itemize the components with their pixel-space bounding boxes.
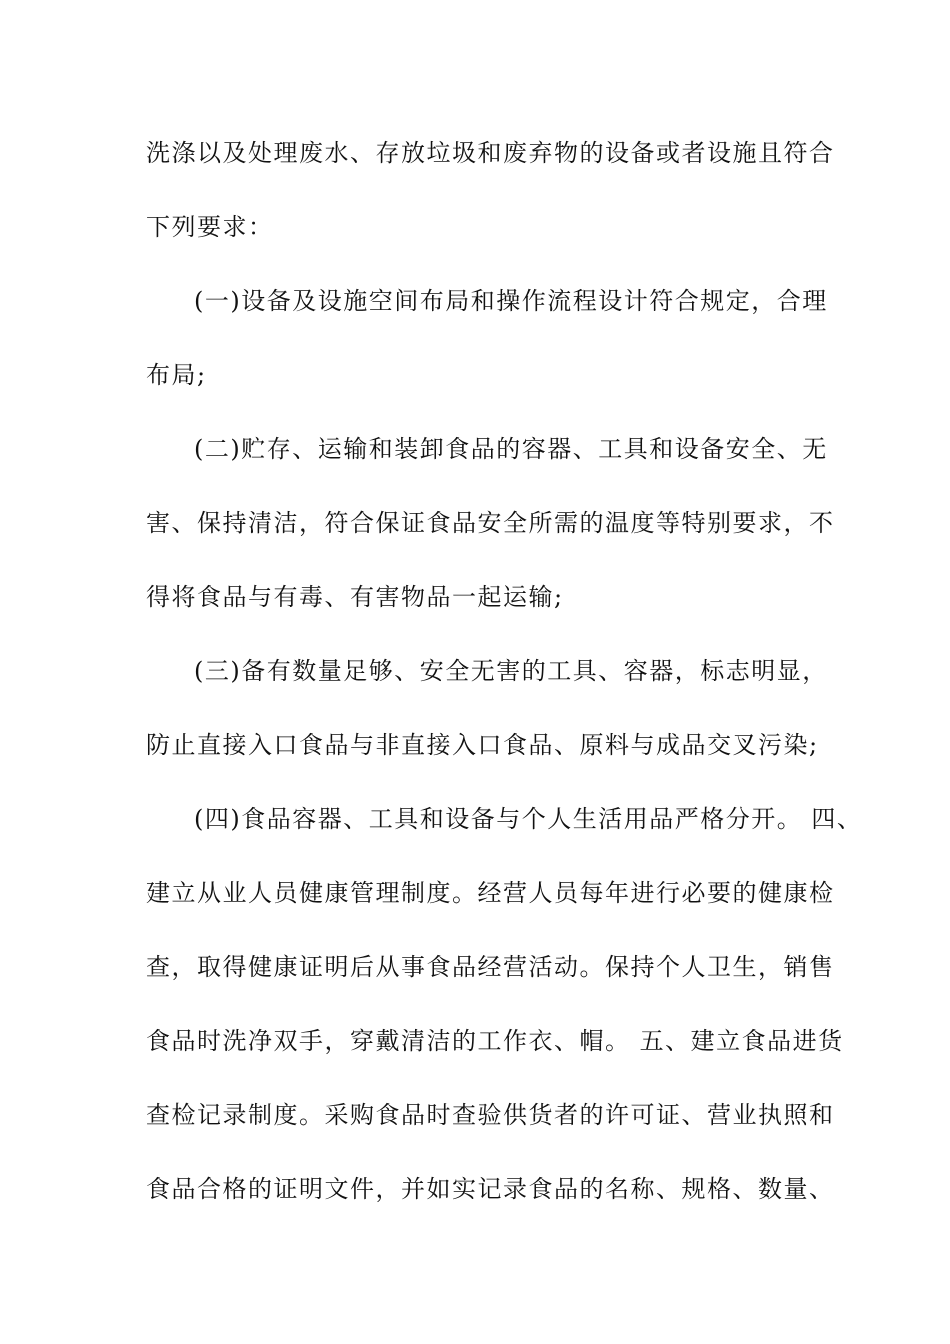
- text-line: 食品时洗净双手，穿戴清洁的工作衣、帽。 五、建立食品进货: [146, 1027, 844, 1055]
- text-line-item-4: (四)食品容器、工具和设备与个人生活用品严格分开。 四、: [194, 805, 863, 833]
- text-line: 洗涤以及处理废水、存放垃圾和废弃物的设备或者设施且符合: [146, 139, 835, 167]
- text-line: 食品合格的证明文件，并如实记录食品的名称、规格、数量、: [146, 1175, 835, 1203]
- text-line: 害、保持清洁，符合保证食品安全所需的温度等特别要求，不: [146, 509, 835, 537]
- text-line-item-1: (一)设备及设施空间布局和操作流程设计符合规定，合理: [194, 287, 828, 315]
- text-line-item-3: (三)备有数量足够、安全无害的工具、容器，标志明显，: [194, 657, 828, 685]
- text-line: 查，取得健康证明后从事食品经营活动。保持个人卫生，销售: [146, 953, 835, 981]
- text-line: 得将食品与有毒、有害物品一起运输;: [146, 583, 564, 611]
- text-line: 防止直接入口食品与非直接入口食品、原料与成品交叉污染;: [146, 731, 819, 759]
- text-line: 下列要求：: [146, 213, 274, 241]
- text-line-item-2: (二)贮存、运输和装卸食品的容器、工具和设备安全、无: [194, 435, 828, 463]
- text-line: 查检记录制度。采购食品时查验供货者的许可证、营业执照和: [146, 1101, 835, 1129]
- text-line: 布局;: [146, 361, 207, 389]
- text-line: 建立从业人员健康管理制度。经营人员每年进行必要的健康检: [146, 879, 835, 907]
